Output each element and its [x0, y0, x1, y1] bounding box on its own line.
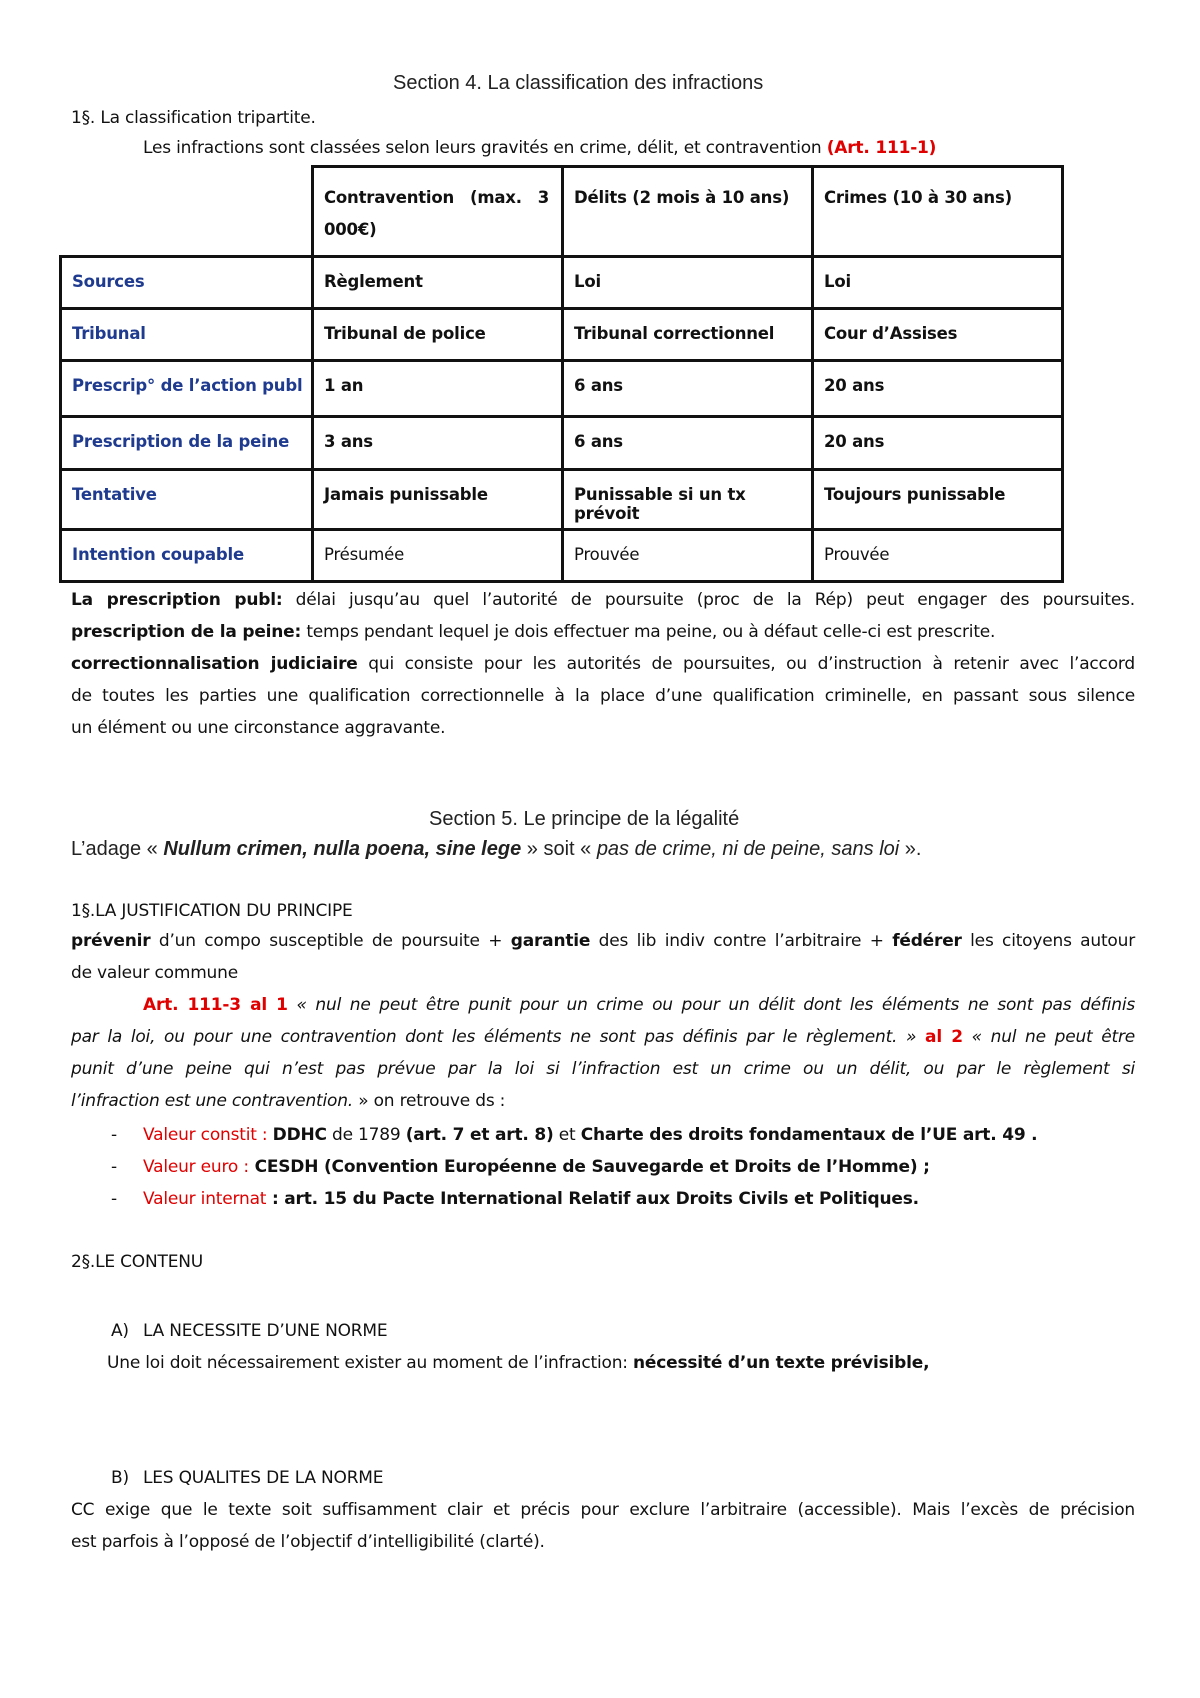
section5-title: Section 5. Le principe de la légalité — [429, 808, 740, 830]
table-corner-cell — [61, 167, 313, 257]
def-text: délai jusqu’au quel l’autorité de poursuite (proc de la Rép) peut engager des poursuites. — [282, 590, 1135, 610]
intro-text: Les infractions sont classées selon leurs gravités en crime, délit, et contravention — [143, 138, 827, 158]
table-cell: Punissable si un tx prévoit — [563, 470, 813, 530]
subsection-a-text — [107, 1353, 929, 1373]
adage-latin: Nullum crimen, nulla poena, sine lege — [163, 838, 522, 860]
table-row — [61, 470, 1063, 530]
bullet-text: DDHC — [272, 1125, 327, 1145]
keyword: garantie — [510, 931, 591, 951]
text: » on retrouve ds : — [352, 1091, 506, 1111]
table-cell: 20 ans — [813, 417, 1063, 470]
row-label: Prescrip° de l’action publ — [61, 361, 313, 417]
table-cell: Prouvée — [813, 530, 1063, 582]
subsection-b-label: B) — [111, 1468, 129, 1488]
table-cell: 1 an — [313, 361, 563, 417]
keyword: fédérer — [892, 931, 962, 951]
justification-text-cont: de valeur commune — [71, 963, 238, 983]
table-row — [61, 530, 1063, 582]
table-cell: Présumée — [313, 530, 563, 582]
list-item-content — [143, 1157, 930, 1177]
row-label: Prescription de la peine — [61, 417, 313, 470]
header-contravention-amount: 000€) — [324, 220, 377, 239]
article-quote-line3: punit d’une peine qui n’est pas prévue par la loi si l’infraction est un crime ou un délit, ou par le règlement si — [71, 1059, 1135, 1079]
keyword: nécessité d’un texte prévisible, — [633, 1353, 930, 1373]
table-cell: 20 ans — [813, 361, 1063, 417]
table-cell: Loi — [813, 257, 1063, 309]
bullet-text: CESDH (Convention Européenne de Sauvegarde et Droits de l’Homme) ; — [248, 1157, 930, 1177]
row-label: Tentative — [61, 470, 313, 530]
bullet-text: et — [553, 1125, 581, 1145]
definition-prescription-publ — [71, 590, 1135, 610]
bullet-dash: - — [111, 1157, 117, 1177]
classification-table — [59, 165, 1064, 583]
header-contravention — [313, 167, 563, 257]
table-row — [61, 361, 1063, 417]
table-row — [61, 309, 1063, 361]
row-label: Intention coupable — [61, 530, 313, 582]
bullet-label: Valeur euro : — [143, 1157, 249, 1177]
table-cell: Loi — [563, 257, 813, 309]
list-item — [111, 1125, 117, 1145]
table-cell: Jamais punissable — [313, 470, 563, 530]
text: des lib indiv contre l’arbitraire + — [590, 931, 893, 951]
definition-correctionnalisation — [71, 654, 1135, 674]
list-item-content — [143, 1125, 1037, 1145]
header-contravention-word: Contravention — [324, 188, 455, 207]
quote-text: par la loi, ou pour une contravention dont les éléments ne sont pas définis par le règlement. » — [71, 1027, 926, 1047]
subsection-a-label: A) — [111, 1321, 129, 1341]
subsection-a-title: LA NECESSITE D’UNE NORME — [143, 1321, 388, 1341]
article-ref: al 2 — [925, 1027, 963, 1047]
article-quote-line4 — [71, 1091, 505, 1111]
header-delits: Délits (2 mois à 10 ans) — [563, 167, 813, 257]
text: d’un compo susceptible de poursuite + — [150, 931, 511, 951]
bullet-text: (art. 7 et art. 8) — [405, 1125, 554, 1145]
table-cell: 6 ans — [563, 417, 813, 470]
table-header-row — [61, 167, 1063, 257]
adage-text: » soit « — [521, 838, 597, 860]
section4-title: Section 4. La classification des infractions — [393, 72, 764, 94]
table-cell: Prouvée — [563, 530, 813, 582]
def-term: prescription de la peine: — [71, 622, 302, 642]
table-cell: Toujours punissable — [813, 470, 1063, 530]
quote-text: « nul ne peut être punit pour un crime ou pour un délit dont les éléments ne sont pas définis — [287, 995, 1135, 1015]
def-text: temps pendant lequel je dois effectuer ma peine, ou à défaut celle-ci est prescrite. — [301, 622, 996, 642]
list-item — [111, 1189, 117, 1209]
text: les citoyens autour — [961, 931, 1135, 951]
justification-text — [71, 931, 1135, 951]
table-cell: Cour d’Assises — [813, 309, 1063, 361]
row-label: Sources — [61, 257, 313, 309]
section4-intro — [143, 138, 936, 158]
table-cell: 3 ans — [313, 417, 563, 470]
def-term: La prescription publ: — [71, 590, 283, 610]
header-crimes: Crimes (10 à 30 ans) — [813, 167, 1063, 257]
subsection-b-title: LES QUALITES DE LA NORME — [143, 1468, 384, 1488]
adage-text: ». — [899, 838, 922, 860]
article-ref: Art. 111-3 al 1 — [143, 995, 288, 1015]
article-quote-line1 — [143, 995, 1135, 1015]
definition-line: de toutes les parties une qualification correctionnelle à la place d’une qualification criminelle, en passant sous silence — [71, 686, 1135, 706]
def-term: correctionnalisation judiciaire — [71, 654, 358, 674]
definition-prescription-peine — [71, 622, 995, 642]
bullet-dash: - — [111, 1125, 117, 1145]
header-contravention-max: (max. — [470, 188, 522, 207]
section5-subheading-1: 1§.LA JUSTIFICATION DU PRINCIPE — [71, 901, 353, 921]
header-contravention-num: 3 — [537, 188, 549, 207]
table-cell: Tribunal correctionnel — [563, 309, 813, 361]
subsection-b-text-line1: CC exige que le texte soit suffisamment clair et précis pour exclure l’arbitraire (accessible). Mais l’excès de précision — [71, 1500, 1135, 1520]
intro-article-ref: (Art. 111-1) — [826, 138, 937, 158]
table-cell: Règlement — [313, 257, 563, 309]
bullet-text: : art. 15 du Pacte International Relatif aux Droits Civils et Politiques. — [266, 1189, 919, 1209]
bullet-text: Charte des droits fondamentaux de l’UE art. 49 . — [580, 1125, 1038, 1145]
bullet-label: Valeur constit : — [143, 1125, 273, 1145]
subsection-b-text-line2: est parfois à l’opposé de l’objectif d’intelligibilité (clarté). — [71, 1532, 545, 1552]
bullet-dash: - — [111, 1189, 117, 1209]
adage-translation: pas de crime, ni de peine, sans loi — [596, 838, 900, 860]
table-row — [61, 417, 1063, 470]
table-row — [61, 257, 1063, 309]
article-quote-line2 — [71, 1027, 1135, 1047]
quote-text: « nul ne peut être — [962, 1027, 1136, 1047]
bullet-text: de 1789 — [326, 1125, 406, 1145]
text: Une loi doit nécessairement exister au moment de l’infraction: — [107, 1353, 633, 1373]
section4-subheading: 1§. La classification tripartite. — [71, 108, 316, 128]
def-text: qui consiste pour les autorités de poursuites, ou d’instruction à retenir avec l’accord — [357, 654, 1135, 674]
bullet-label: Valeur internat — [143, 1189, 267, 1209]
table-cell: 6 ans — [563, 361, 813, 417]
list-item-content — [143, 1189, 919, 1209]
section5-subheading-2: 2§.LE CONTENU — [71, 1252, 203, 1272]
definition-line: un élément ou une circonstance aggravante. — [71, 718, 446, 738]
adage — [71, 838, 921, 861]
adage-text: L’adage « — [71, 838, 164, 860]
row-label: Tribunal — [61, 309, 313, 361]
table-cell: Tribunal de police — [313, 309, 563, 361]
list-item — [111, 1157, 117, 1177]
quote-text: l’infraction est une contravention. — [71, 1091, 353, 1111]
keyword: prévenir — [71, 931, 151, 951]
